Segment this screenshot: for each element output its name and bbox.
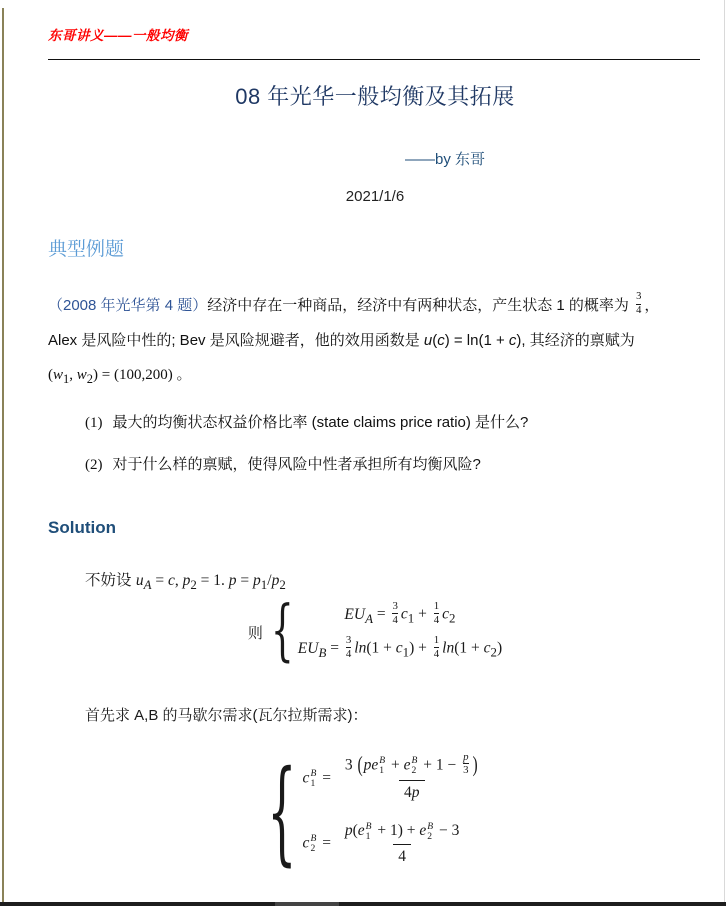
demand-system bbox=[48, 744, 702, 877]
question-2-text: 对于什么样的禀赋，使得风险中性者承担所有均衡风险? bbox=[112, 456, 481, 473]
assumption-line: 不妨设 $u_A = c$, $p_2 = 1$. $p = p_1/p_2$ bbox=[85, 572, 286, 593]
demand-equations bbox=[303, 752, 489, 869]
byline: ——by 东哥 bbox=[405, 151, 486, 168]
question-item-1 bbox=[85, 410, 702, 436]
problem-line-1 bbox=[48, 288, 702, 323]
header-watermark: 东哥讲义——一般均衡 bbox=[48, 28, 188, 43]
eu-system bbox=[48, 593, 702, 670]
problem-text-1: 经济中存在一种商品，经济中有两种状态，产生状态 1 的概率为 bbox=[207, 297, 634, 314]
then-label: 则 bbox=[247, 624, 263, 642]
horizontal-scrollbar[interactable] bbox=[0, 902, 726, 906]
problem-line-3: ($w_1$, $w_2) = (100,200)$ 。 bbox=[48, 367, 192, 386]
document-content bbox=[48, 0, 702, 877]
problem-line-2: Alex 是风险中性的; Bev 是风险规避者，他的效用函数是 u(c) = ln(1 + c), 其经济的禀赋为 bbox=[48, 332, 635, 349]
system-brace-icon: { bbox=[270, 593, 294, 670]
demand-system-brace-icon: { bbox=[267, 744, 297, 877]
section-heading: 典型例题 bbox=[48, 239, 125, 260]
question-1-text: 最大的均衡状态权益价格比率 (state claims price ratio) 是什么? bbox=[112, 414, 529, 431]
marshall-demand-line: 首先求 A,B 的马歇尔需求(瓦尔拉斯需求)： bbox=[85, 706, 368, 724]
problem-tag: （2008 年光华第 4 题） bbox=[48, 297, 208, 314]
question-1-label: (1) bbox=[85, 415, 103, 431]
probability-fraction: $\frac{3}{4}$ bbox=[636, 291, 642, 316]
doc-title: 08 年光华一般均衡及其拓展 bbox=[235, 84, 515, 109]
c2-equation: c B 2 = p(e B 1 + 1) + e B 2 − 3 4 bbox=[303, 819, 470, 869]
problem-paragraph bbox=[48, 288, 702, 397]
header-divider bbox=[48, 59, 700, 60]
page-right-edge bbox=[724, 0, 725, 902]
eu-b-equation: $EU_B$ = $\frac{3}{4}$ $\ln(1 + c_1)$ + $\frac{1}{4}$ $\ln(1 + c_2)$ bbox=[297, 634, 503, 660]
scrollbar-thumb[interactable] bbox=[275, 902, 339, 906]
page-left-edge bbox=[2, 8, 4, 902]
doc-date: 2021/1/6 bbox=[345, 188, 405, 205]
eu-a-equation: $EU_A$ = $\frac{3}{4}$ $c_1$ + $\frac{1}{4}$ $c_2$ bbox=[344, 600, 456, 626]
question-item-2 bbox=[85, 452, 702, 478]
eu-equations bbox=[298, 602, 502, 662]
c1-equation: c B 1 = 3 (pe B 1 + e B 2 + 1 − $\frac{p}{3}$ ) 4p bbox=[303, 752, 489, 805]
question-2-label: (2) bbox=[85, 457, 103, 473]
solution-heading: Solution bbox=[48, 518, 116, 537]
problem-text-1-tail: ， bbox=[644, 297, 660, 314]
